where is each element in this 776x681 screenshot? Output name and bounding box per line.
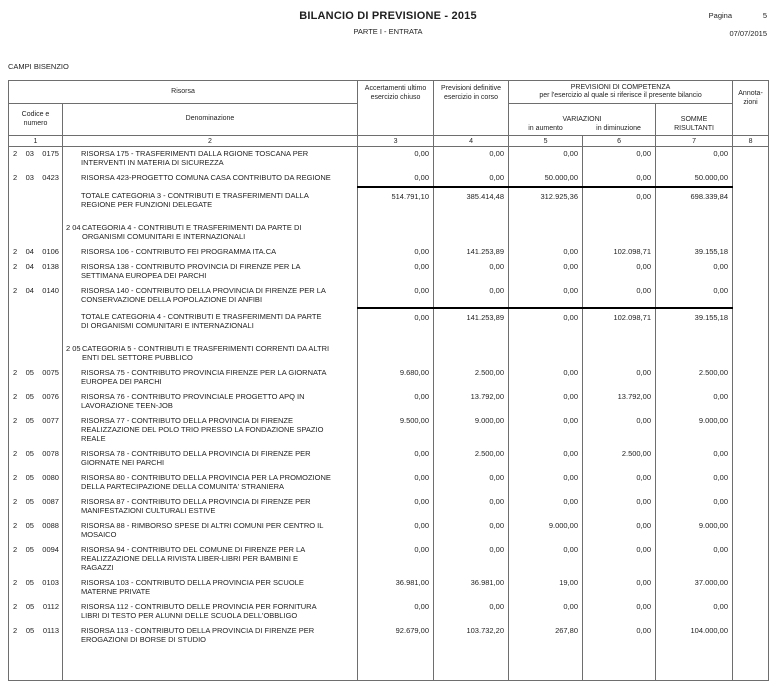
header-in-aumento: in aumento — [528, 124, 563, 132]
codice-categoria: 05 — [25, 449, 34, 458]
in-diminuzione-cell: 0,00 — [583, 366, 656, 390]
in-aumento-cell: 0,00 — [509, 260, 583, 284]
somme-cell — [656, 221, 733, 245]
somme-cell: 0,00 — [656, 260, 733, 284]
accertamenti-cell: 0,00 — [358, 245, 434, 260]
previsioni-cell: 2.500,00 — [434, 366, 509, 390]
risorsa-row — [9, 245, 769, 260]
codice-cell — [9, 284, 63, 308]
annotazioni-cell — [733, 414, 769, 447]
codice-titolo: 2 — [13, 497, 18, 506]
codice-cell — [9, 390, 63, 414]
denominazione-cell: TOTALE CATEGORIA 4 - CONTRIBUTI E TRASFERIMENTI DA PARTE DI ORGANISMI COMUNITARI E INTERNAZIONALI — [63, 308, 358, 334]
codice-categoria: 05 — [25, 521, 34, 530]
risorsa-row — [9, 171, 769, 187]
categoria-code: 2 05 — [66, 344, 81, 353]
codice-cell — [9, 366, 63, 390]
codice-categoria: 03 — [25, 173, 34, 182]
codice-cell — [9, 495, 63, 519]
denominazione-cell: RISORSA 75 - CONTRIBUTO PROVINCIA FIRENZE PER LA GIORNATA EUROPEA DEI PARCHI — [63, 366, 358, 390]
codice-titolo: 2 — [13, 173, 18, 182]
in-diminuzione-cell: 0,00 — [583, 147, 656, 172]
previsioni-cell: 9.000,00 — [434, 414, 509, 447]
in-diminuzione-cell: 0,00 — [583, 471, 656, 495]
budget-table — [8, 80, 769, 681]
previsioni-cell: 0,00 — [434, 495, 509, 519]
denominazione-cell: RISORSA 76 - CONTRIBUTO PROVINCIALE PROGETTO APQ IN LAVORAZIONE TEEN-JOB — [63, 390, 358, 414]
report-date: 07/07/2015 — [729, 29, 767, 38]
somme-cell: 0,00 — [656, 390, 733, 414]
codice-cell — [9, 624, 63, 648]
previsioni-cell: 2.500,00 — [434, 447, 509, 471]
codice-cell — [9, 245, 63, 260]
filler-row — [9, 648, 769, 681]
codice-titolo: 2 — [13, 392, 18, 401]
in-aumento-cell: 50.000,00 — [509, 171, 583, 187]
denominazione-cell: RISORSA 113 - CONTRIBUTO DELLA PROVINCIA DI FIRENZE PER EROGAZIONI DI BORSE DI STUDIO — [63, 624, 358, 648]
previsioni-cell: 36.981,00 — [434, 576, 509, 600]
denominazione-cell: TOTALE CATEGORIA 3 - CONTRIBUTI E TRASFERIMENTI DALLA REGIONE PER FUNZIONI DELEGATE — [63, 187, 358, 213]
previsioni-cell: 0,00 — [434, 519, 509, 543]
denominazione-cell: RISORSA 87 - CONTRIBUTO DELLA PROVINCIA DI FIRENZE PER MANIFESTAZIONI CULTURALI ESTIVE — [63, 495, 358, 519]
header-codice: Codice e numero — [9, 104, 63, 136]
accertamenti-cell: 0,00 — [358, 171, 434, 187]
col-number: 1 — [9, 136, 63, 147]
in-diminuzione-cell — [583, 221, 656, 245]
codice-cell — [9, 147, 63, 172]
codice-cell — [9, 519, 63, 543]
codice-cell — [9, 308, 63, 334]
codice-risorsa: 0088 — [42, 521, 59, 530]
denominazione-cell: RISORSA 103 - CONTRIBUTO DELLA PROVINCIA PER SCUOLE MATERNE PRIVATE — [63, 576, 358, 600]
page-title: BILANCIO DI PREVISIONE - 2015 — [299, 10, 477, 22]
denominazione-cell: RISORSA 106 - CONTRIBUTO FEI PROGRAMMA ITA.CA — [63, 245, 358, 260]
codice-cell — [9, 414, 63, 447]
risorsa-row — [9, 543, 769, 576]
categoria-row — [9, 342, 769, 366]
page-number: 5 — [762, 11, 767, 20]
codice-risorsa: 0138 — [42, 262, 59, 271]
header-somme-risultanti: SOMME RISULTANTI — [656, 104, 733, 136]
in-diminuzione-cell: 0,00 — [583, 576, 656, 600]
annotazioni-cell — [733, 366, 769, 390]
somme-cell: 37.000,00 — [656, 576, 733, 600]
accertamenti-cell: 92.679,00 — [358, 624, 434, 648]
accertamenti-cell: 0,00 — [358, 447, 434, 471]
codice-cell — [9, 576, 63, 600]
previsioni-cell: 0,00 — [434, 543, 509, 576]
accertamenti-cell: 0,00 — [358, 147, 434, 172]
codice-cell — [9, 600, 63, 624]
somme-cell: 698.339,84 — [656, 187, 733, 213]
report-header — [0, 0, 776, 80]
codice-cell — [9, 221, 63, 245]
previsioni-cell: 0,00 — [434, 471, 509, 495]
previsioni-cell: 141.253,89 — [434, 245, 509, 260]
risorsa-row — [9, 600, 769, 624]
in-diminuzione-cell: 0,00 — [583, 260, 656, 284]
col-number: 6 — [583, 136, 656, 147]
in-diminuzione-cell: 0,00 — [583, 519, 656, 543]
in-aumento-cell: 9.000,00 — [509, 519, 583, 543]
somme-cell: 0,00 — [656, 147, 733, 172]
codice-risorsa: 0140 — [42, 286, 59, 295]
denominazione-cell: RISORSA 140 - CONTRIBUTO DELLA PROVINCIA DI FIRENZE PER LA CONSERVAZIONE DELLA POPOLAZIONE DI ANFIBI — [63, 284, 358, 308]
col-number: 4 — [434, 136, 509, 147]
in-aumento-cell: 312.925,36 — [509, 187, 583, 213]
codice-titolo: 2 — [13, 626, 18, 635]
codice-risorsa: 0094 — [42, 545, 59, 554]
in-aumento-cell — [509, 342, 583, 366]
annotazioni-cell — [733, 543, 769, 576]
categoria-label: CATEGORIA 4 - CONTRIBUTI E TRASFERIMENTI DA PARTE DI ORGANISMI COMUNITARI E INTERNAZIONALI — [82, 223, 302, 241]
risorsa-row — [9, 366, 769, 390]
somme-cell: 0,00 — [656, 447, 733, 471]
somme-cell: 104.000,00 — [656, 624, 733, 648]
somme-cell: 9.000,00 — [656, 519, 733, 543]
in-diminuzione-cell: 102.098,71 — [583, 245, 656, 260]
codice-categoria: 05 — [25, 416, 34, 425]
codice-categoria: 05 — [25, 626, 35, 635]
col-number: 2 — [63, 136, 358, 147]
risorsa-row — [9, 447, 769, 471]
in-aumento-cell: 0,00 — [509, 600, 583, 624]
header-previsioni: Previsioni definitive esercizio in corso — [434, 81, 509, 136]
denominazione-cell — [63, 342, 358, 366]
codice-cell — [9, 447, 63, 471]
annotazioni-cell — [733, 147, 769, 172]
codice-risorsa: 0080 — [42, 473, 59, 482]
denominazione-cell: RISORSA 175 - TRASFERIMENTI DALLA RGIONE TOSCANA PER INTERVENTI IN MATERIA DI SICUREZZA — [63, 147, 358, 172]
in-aumento-cell — [509, 221, 583, 245]
in-diminuzione-cell: 0,00 — [583, 284, 656, 308]
previsioni-cell: 0,00 — [434, 147, 509, 172]
in-diminuzione-cell: 0,00 — [583, 187, 656, 213]
accertamenti-cell: 0,00 — [358, 284, 434, 308]
codice-risorsa: 0076 — [42, 392, 59, 401]
accertamenti-cell: 0,00 — [358, 390, 434, 414]
risorsa-row — [9, 260, 769, 284]
denominazione-cell: RISORSA 423-PROGETTO COMUNA CASA CONTRIBUTO DA REGIONE — [63, 171, 358, 187]
previsioni-cell: 0,00 — [434, 600, 509, 624]
header-annotazioni: Annota- zioni — [733, 81, 769, 136]
codice-categoria: 05 — [25, 368, 34, 377]
col-number: 5 — [509, 136, 583, 147]
codice-categoria: 05 — [25, 473, 34, 482]
codice-risorsa: 0112 — [42, 602, 59, 611]
annotazioni-cell — [733, 260, 769, 284]
annotazioni-cell — [733, 471, 769, 495]
in-diminuzione-cell: 0,00 — [583, 495, 656, 519]
codice-titolo: 2 — [13, 149, 18, 158]
in-diminuzione-cell: 102.098,71 — [583, 308, 656, 334]
col-number: 3 — [358, 136, 434, 147]
codice-titolo: 2 — [13, 578, 18, 587]
header-denominazione: Denominazione — [63, 104, 358, 136]
annotazioni-cell — [733, 447, 769, 471]
previsioni-cell: 141.253,89 — [434, 308, 509, 334]
denominazione-cell: RISORSA 78 - CONTRIBUTO DELLA PROVINCIA DI FIRENZE PER GIORNATE NEI PARCHI — [63, 447, 358, 471]
somme-cell: 0,00 — [656, 284, 733, 308]
denominazione-cell: RISORSA 80 - CONTRIBUTO DELLA PROVINCIA PER LA PROMOZIONE DELLA PARTECIPAZIONE DELLA COMUNITA' STRANIERA — [63, 471, 358, 495]
annotazioni-cell — [733, 187, 769, 213]
risorsa-row — [9, 414, 769, 447]
spacer-row — [9, 334, 769, 342]
totale-row — [9, 187, 769, 213]
accertamenti-cell: 0,00 — [358, 543, 434, 576]
somme-cell: 50.000,00 — [656, 171, 733, 187]
codice-categoria: 05 — [25, 602, 35, 611]
in-aumento-cell: 0,00 — [509, 471, 583, 495]
accertamenti-cell — [358, 342, 434, 366]
somme-cell: 2.500,00 — [656, 366, 733, 390]
somme-cell: 0,00 — [656, 495, 733, 519]
table-head — [9, 81, 769, 147]
accertamenti-cell: 36.981,00 — [358, 576, 434, 600]
annotazioni-cell — [733, 576, 769, 600]
annotazioni-cell — [733, 171, 769, 187]
col-number: 8 — [733, 136, 769, 147]
previsioni-cell: 385.414,48 — [434, 187, 509, 213]
risorsa-row — [9, 147, 769, 172]
accertamenti-cell: 0,00 — [358, 495, 434, 519]
previsioni-cell: 103.732,20 — [434, 624, 509, 648]
denominazione-cell — [63, 221, 358, 245]
header-in-diminuzione: in diminuzione — [596, 124, 641, 132]
denominazione-cell: RISORSA 88 - RIMBORSO SPESE DI ALTRI COMUNI PER CENTRO IL MOSAICO — [63, 519, 358, 543]
codice-cell — [9, 260, 63, 284]
in-aumento-cell: 267,80 — [509, 624, 583, 648]
previsioni-cell: 0,00 — [434, 260, 509, 284]
previsioni-cell: 0,00 — [434, 284, 509, 308]
in-aumento-cell: 0,00 — [509, 543, 583, 576]
in-aumento-cell: 0,00 — [509, 495, 583, 519]
codice-risorsa: 0078 — [42, 449, 59, 458]
risorsa-row — [9, 624, 769, 648]
in-aumento-cell: 0,00 — [509, 147, 583, 172]
accertamenti-cell: 514.791,10 — [358, 187, 434, 213]
annotazioni-cell — [733, 284, 769, 308]
in-diminuzione-cell — [583, 342, 656, 366]
annotazioni-cell — [733, 308, 769, 334]
in-diminuzione-cell: 2.500,00 — [583, 447, 656, 471]
codice-titolo: 2 — [13, 286, 18, 295]
accertamenti-cell: 9.680,00 — [358, 366, 434, 390]
header-accertamenti: Accertamenti ultimo esercizio chiuso — [358, 81, 434, 136]
entity-name: CAMPI BISENZIO — [8, 62, 69, 71]
in-diminuzione-cell: 0,00 — [583, 600, 656, 624]
accertamenti-cell: 0,00 — [358, 260, 434, 284]
codice-categoria: 03 — [25, 149, 34, 158]
annotazioni-cell — [733, 342, 769, 366]
denominazione-cell: RISORSA 77 - CONTRIBUTO DELLA PROVINCIA DI FIRENZE REALIZZAZIONE DEL POLO TRIO PRESSO LA FONDAZIONE SPAZIO REALE — [63, 414, 358, 447]
annotazioni-cell — [733, 600, 769, 624]
in-aumento-cell: 0,00 — [509, 390, 583, 414]
risorsa-row — [9, 284, 769, 308]
previsioni-cell — [434, 342, 509, 366]
pagina-label: Pagina — [708, 11, 732, 20]
codice-categoria: 05 — [25, 497, 34, 506]
accertamenti-cell — [358, 221, 434, 245]
codice-categoria: 05 — [25, 392, 34, 401]
totale-row — [9, 308, 769, 334]
in-diminuzione-cell: 0,00 — [583, 414, 656, 447]
codice-risorsa: 0087 — [42, 497, 59, 506]
categoria-row — [9, 221, 769, 245]
in-diminuzione-cell: 0,00 — [583, 624, 656, 648]
somme-cell: 9.000,00 — [656, 414, 733, 447]
somme-cell: 0,00 — [656, 600, 733, 624]
accertamenti-cell: 0,00 — [358, 471, 434, 495]
annotazioni-cell — [733, 495, 769, 519]
codice-categoria: 05 — [25, 545, 34, 554]
previsioni-cell — [434, 221, 509, 245]
in-aumento-cell: 19,00 — [509, 576, 583, 600]
annotazioni-cell — [733, 519, 769, 543]
codice-titolo: 2 — [13, 368, 18, 377]
annotazioni-cell — [733, 245, 769, 260]
risorsa-row — [9, 519, 769, 543]
codice-categoria: 05 — [25, 578, 34, 587]
codice-categoria: 04 — [25, 286, 34, 295]
categoria-label: CATEGORIA 5 - CONTRIBUTI E TRASFERIMENTI CORRENTI DA ALTRI ENTI DEL SETTORE PUBBLICO — [82, 344, 330, 362]
in-aumento-cell: 0,00 — [509, 366, 583, 390]
codice-titolo: 2 — [13, 545, 18, 554]
codice-categoria: 04 — [25, 247, 34, 256]
in-diminuzione-cell: 0,00 — [583, 171, 656, 187]
codice-categoria: 04 — [25, 262, 34, 271]
accertamenti-cell: 0,00 — [358, 519, 434, 543]
risorsa-row — [9, 576, 769, 600]
codice-cell — [9, 171, 63, 187]
in-diminuzione-cell: 0,00 — [583, 543, 656, 576]
header-variazioni: VARIAZIONI in aumento in diminuzione — [509, 104, 656, 136]
col-number: 7 — [656, 136, 733, 147]
header-previsioni-competenza: PREVISIONI DI COMPETENZA per l'esercizio al quale si riferisce il presente bilancio — [509, 81, 733, 104]
table-body — [9, 147, 769, 681]
codice-titolo: 2 — [13, 602, 18, 611]
annotazioni-cell — [733, 221, 769, 245]
denominazione-cell: RISORSA 94 - CONTRIBUTO DEL COMUNE DI FIRENZE PER LA REALIZZAZIONE DELLA RIVISTA LIBER-LIBRI PER BAMBINI E RAGAZZI — [63, 543, 358, 576]
codice-risorsa: 0075 — [42, 368, 59, 377]
accertamenti-cell: 0,00 — [358, 308, 434, 334]
codice-risorsa: 0175 — [42, 149, 59, 158]
accertamenti-cell: 9.500,00 — [358, 414, 434, 447]
previsioni-cell: 0,00 — [434, 171, 509, 187]
risorsa-row — [9, 390, 769, 414]
denominazione-cell: RISORSA 112 - CONTRIBUTO DELLE PROVINCIA PER FORNITURA LIBRI DI TESTO PER ALUNNI DELLE SCUOLA DELL'OBBLIGO — [63, 600, 358, 624]
codice-titolo: 2 — [13, 521, 18, 530]
codice-cell — [9, 187, 63, 213]
in-aumento-cell: 0,00 — [509, 284, 583, 308]
categoria-code: 2 04 — [66, 223, 81, 232]
codice-risorsa: 0423 — [42, 173, 59, 182]
codice-cell — [9, 543, 63, 576]
risorsa-row — [9, 471, 769, 495]
column-numbers-row — [9, 136, 769, 147]
in-aumento-cell: 0,00 — [509, 414, 583, 447]
codice-titolo: 2 — [13, 262, 18, 271]
annotazioni-cell — [733, 624, 769, 648]
codice-risorsa: 0106 — [42, 247, 59, 256]
somme-cell: 0,00 — [656, 543, 733, 576]
codice-titolo: 2 — [13, 473, 18, 482]
somme-cell: 39.155,18 — [656, 245, 733, 260]
codice-titolo: 2 — [13, 416, 18, 425]
codice-risorsa: 0113 — [42, 626, 59, 635]
spacer-row — [9, 213, 769, 221]
somme-cell: 39.155,18 — [656, 308, 733, 334]
in-aumento-cell: 0,00 — [509, 245, 583, 260]
codice-titolo: 2 — [13, 247, 18, 256]
page-subtitle: PARTE I - ENTRATA — [353, 27, 423, 36]
codice-cell — [9, 342, 63, 366]
header-risorsa: Risorsa — [9, 81, 358, 104]
codice-titolo: 2 — [13, 449, 18, 458]
in-aumento-cell: 0,00 — [509, 308, 583, 334]
previsioni-cell: 13.792,00 — [434, 390, 509, 414]
annotazioni-cell — [733, 390, 769, 414]
somme-cell — [656, 342, 733, 366]
accertamenti-cell: 0,00 — [358, 600, 434, 624]
in-diminuzione-cell: 13.792,00 — [583, 390, 656, 414]
codice-cell — [9, 471, 63, 495]
codice-risorsa: 0077 — [42, 416, 59, 425]
codice-risorsa: 0103 — [42, 578, 59, 587]
somme-cell: 0,00 — [656, 471, 733, 495]
denominazione-cell: RISORSA 138 - CONTRIBUTO PROVINCIA DI FIRENZE PER LA SETTIMANA EUROPEA DEI PARCHI — [63, 260, 358, 284]
in-aumento-cell: 0,00 — [509, 447, 583, 471]
risorsa-row — [9, 495, 769, 519]
